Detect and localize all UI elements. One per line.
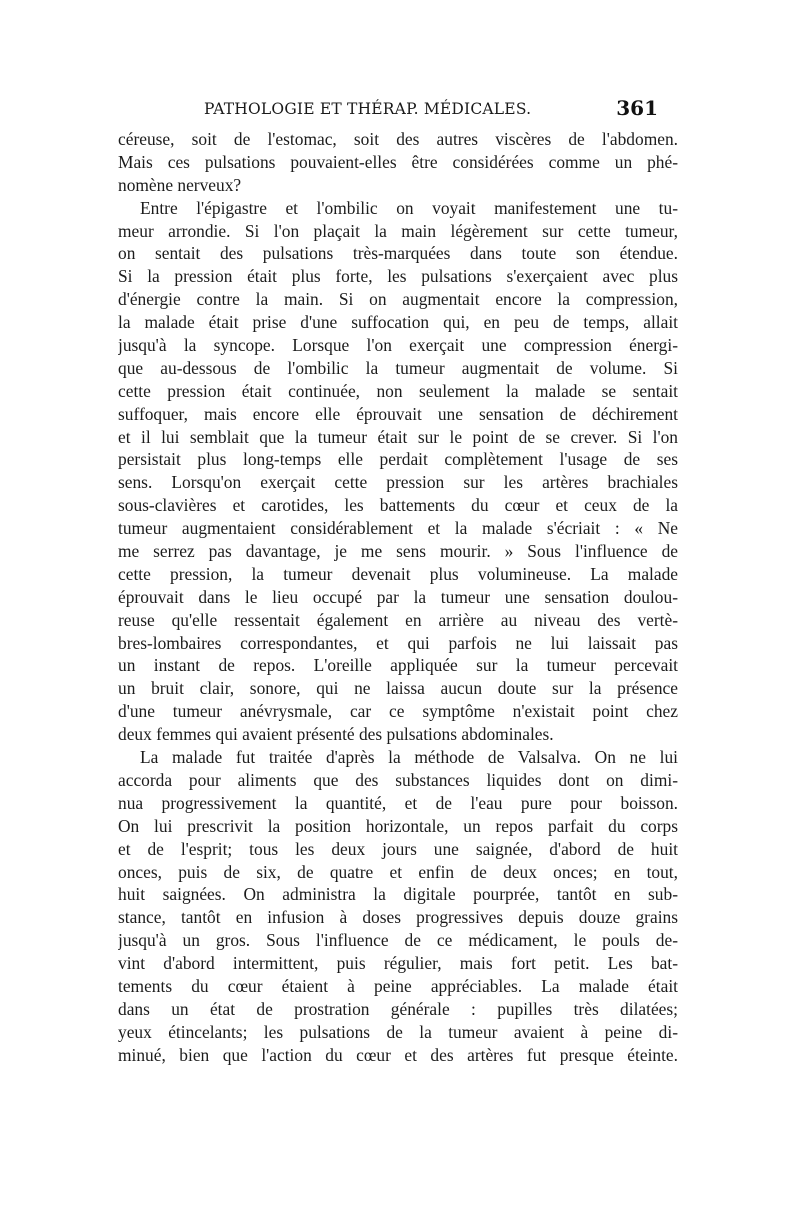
text-line: jusqu'à un gros. Sous l'influence de ce médicament, le pouls de- xyxy=(118,930,678,951)
text-line: accorda pour aliments que des substances liquides dont on dimi- xyxy=(118,769,678,790)
text-line: bres-lombaires correspondantes, et qui parfois ne lui laissait pas xyxy=(118,632,678,653)
text-line: Si la pression était plus forte, les pulsations s'exerçaient avec plus xyxy=(118,266,678,287)
text-line: reuse qu'elle ressentait également en arrière au niveau des vertè- xyxy=(118,609,678,630)
text-line: dans un état de prostration générale : pupilles très dilatées; xyxy=(118,998,678,1019)
text-line: persistait plus long-temps elle perdait complètement l'usage de ses xyxy=(118,449,678,470)
text-line: stance, tantôt en infusion à doses progressives depuis douze grains xyxy=(118,907,678,928)
text-line: minué, bien que l'action du cœur et des artères fut presque éteinte. xyxy=(118,1044,678,1065)
text-line: suffoquer, mais encore elle éprouvait une sensation de déchirement xyxy=(118,403,678,424)
text-line: huit saignées. On administra la digitale pourprée, tantôt en sub- xyxy=(118,884,678,905)
page-number: 361 xyxy=(616,96,658,120)
text-line: vint d'abord intermittent, puis régulier, mais fort petit. Les bat- xyxy=(118,953,678,974)
running-title: PATHOLOGIE ET THÉRAP. MÉDICALES. xyxy=(204,100,532,118)
text-line: céreuse, soit de l'estomac, soit des autres viscères de l'abdomen. xyxy=(118,129,678,149)
text-line: nua progressivement la quantité, et de l'eau pure pour boisson. xyxy=(118,792,678,813)
body-text xyxy=(118,128,678,1067)
text-line: onces, puis de six, de quatre et enfin de deux onces; en tout, xyxy=(118,861,678,882)
text-line: et de l'esprit; tous les deux jours une saignée, d'abord de huit xyxy=(118,838,678,859)
text-line: Mais ces pulsations pouvaient-elles être considérées comme un phé- xyxy=(118,151,678,172)
text-line: yeux étincelants; les pulsations de la tumeur avaient à peine di- xyxy=(118,1021,678,1042)
text-line: sous-clavières et carotides, les battements du cœur et ceux de la xyxy=(118,495,678,516)
text-line: meur arrondie. Si l'on plaçait la main légèrement sur cette tumeur, xyxy=(118,220,678,241)
text-line: la malade était prise d'une suffocation qui, en peu de temps, allait xyxy=(118,312,678,333)
text-line: d'énergie contre la main. Si on augmentait encore la compression, xyxy=(118,289,678,310)
text-line: et il lui semblait que la tumeur était sur le point de se crever. Si l'on xyxy=(118,426,678,447)
text-line: Entre l'épigastre et l'ombilic on voyait manifestement une tu- xyxy=(140,197,678,218)
text-line: un bruit clair, sonore, qui ne laissa aucun doute sur la présence xyxy=(118,678,678,699)
text-line: cette pression était continuée, non seulement la malade se sentait xyxy=(118,380,678,401)
text-line: nomène nerveux? xyxy=(118,174,242,195)
text-line: deux femmes qui avaient présenté des pulsations abdominales. xyxy=(118,724,554,745)
text-line: On lui prescrivit la position horizontale, un repos parfait du corps xyxy=(118,815,678,836)
text-line: d'une tumeur anévrysmale, car ce symptôme n'existait point chez xyxy=(118,701,678,722)
page-header xyxy=(118,98,658,124)
text-line: éprouvait dans le lieu occupé par la tumeur une sensation doulou- xyxy=(118,586,678,607)
text-line: tumeur augmentaient considérablement et la malade s'écriait : « Ne xyxy=(118,518,678,539)
text-line: tements du cœur étaient à peine appréciables. La malade était xyxy=(118,975,678,996)
text-line: cette pression, la tumeur devenait plus volumineuse. La malade xyxy=(118,563,678,584)
text-line: La malade fut traitée d'après la méthode de Valsalva. On ne lui xyxy=(140,747,678,768)
text-line: un instant de repos. L'oreille appliquée sur la tumeur percevait xyxy=(118,655,678,676)
text-line: jusqu'à la syncope. Lorsque l'on exerçait une compression énergi- xyxy=(118,335,678,356)
text-line: que au-dessous de l'ombilic la tumeur augmentait de volume. Si xyxy=(118,357,678,378)
text-line: sens. Lorsqu'on exerçait cette pression sur les artères brachiales xyxy=(118,472,678,493)
text-line: on sentait des pulsations très-marquées dans toute son étendue. xyxy=(118,243,678,264)
text-line: me serrez pas davantage, je me sens mourir. » Sous l'influence de xyxy=(118,541,678,562)
